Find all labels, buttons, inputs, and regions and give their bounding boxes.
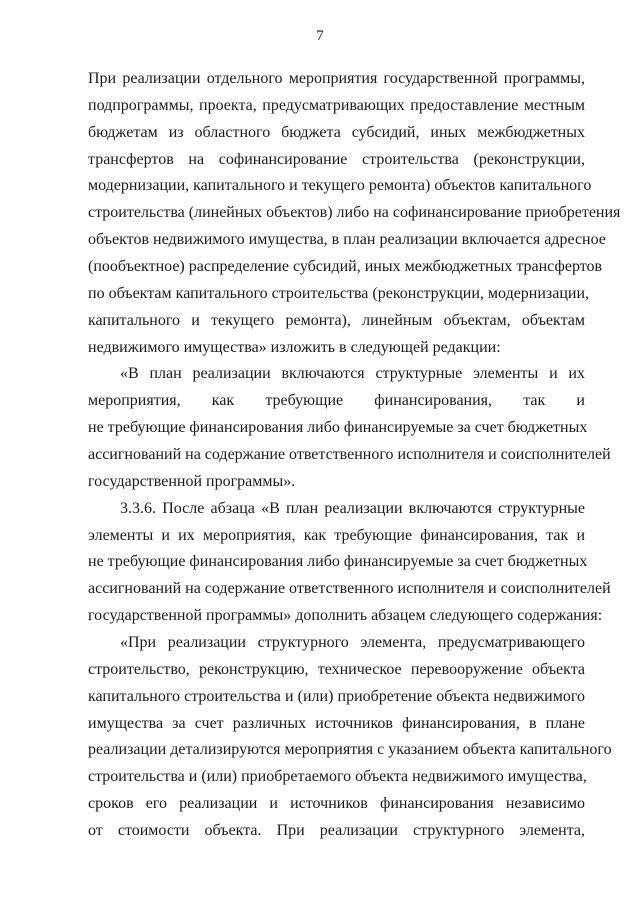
document-body [88,66,621,845]
text-line: элементы и их мероприятия, как требующие финансирования, так и [88,526,585,544]
paragraph-amendment-intro [88,66,621,361]
text-line: «При реализации структурного элемента, предусматривающего [120,634,585,652]
text-line: реализации детализируются мероприятия с указанием объекта капитального [88,741,612,759]
text-line: сроков его реализации и источников финансирования независимо [88,795,585,813]
text-line: ассигнований на содержание ответственного исполнителя и соисполнителей [88,446,611,464]
paragraph-clause-3-3-6 [88,496,611,630]
text-line: трансфертов на софинансирование строительства (реконструкции, [88,150,585,168]
text-line: от стоимости объекта. При реализации структурного элемента, [88,822,585,840]
text-line: строительство, реконструкцию, техническое перевооружение объекта [88,660,585,678]
text-line: (пообъектное) распределение субсидий, иных межбюджетных трансфертов [88,258,603,276]
text-line: подпрограммы, проекта, предусматривающих предоставление местным [88,96,585,114]
text-line: объектов недвижимого имущества, в план реализации включается адресное [88,231,606,249]
text-line: При реализации отдельного мероприятия государственной программы, [88,70,585,87]
text-line: по объектам капитального строительства (реконструкции, модернизации, [88,284,590,302]
text-line: 3.3.6. После абзаца «В план реализации включаются структурные [120,499,585,517]
text-line: «В план реализации включаются структурные элементы и их [120,365,585,383]
paragraph-quoted-addition [88,630,612,845]
text-line: не требующие финансирования либо финансируемые за счет бюджетных [88,553,588,571]
text-line: капитального и текущего ремонта), линейным объектам, объектам [88,311,585,329]
paragraph-quoted-redaction [88,361,611,495]
text-line: государственной программы». [88,472,296,490]
text-line: строительства и (или) приобретаемого объекта недвижимого имущества, [88,768,587,786]
text-line: строительства (линейных объектов) либо на софинансирование приобретения [88,204,621,222]
page-number: 7 [316,28,324,44]
text-line: бюджетам из областного бюджета субсидий, иных межбюджетных [88,123,585,141]
text-line: государственной программы» дополнить абзацем следующего содержания: [88,607,603,625]
text-line: не требующие финансирования либо финансируемые за счет бюджетных [88,419,588,437]
text-line: капитального строительства и (или) приобретение объекта недвижимого [88,687,585,705]
text-line: недвижимого имущества» изложить в следующей редакции: [88,338,501,356]
text-line: модернизации, капитального и текущего ремонта) объектов капитального [88,177,592,195]
text-line: ассигнований на содержание ответственного исполнителя и соисполнителей [88,580,611,598]
text-line: имущества за счет различных источников финансирования, в плане [88,714,585,732]
text-line: мероприятия, как требующие финансирования, так и [88,392,585,410]
